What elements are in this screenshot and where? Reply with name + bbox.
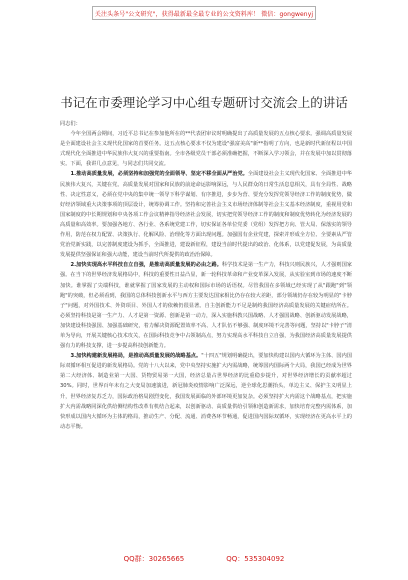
- greeting: 同志们：: [60, 121, 81, 127]
- document-body: [60, 119, 352, 432]
- paragraph-3-text: 科学技术是第一生产力，科技兴则民族兴，人才强则国家强。在当下的世界经济发展格局中，科技的重要性日益凸显，新一轮科技革命和产业变革深入发展，从实验室到市场的速度不断加快。谁掌握了尖端科技，谁就掌握了国家发展的主动权和国际市场的话语权。尽管我国在多领域已经实现了从"跟跑"到"领跑"的突破，但必须看到，我国的总体科技创新水平与西方主要发达国家相比仍存在较大差距，部分领域仍存在较为明显的"卡脖子"问题，对外国技术、外资项目、外国人才的依赖仍很显著。自主创新能力不足是制约我国经济高质量发展的关键症结所在。必须坚持科技是第一生产力、人才是第一资源、创新是第一动力，深入实施科教兴国战略、人才强国战略、创新驱动发展战略，加快建设科技强国、加强基础研究，着力解决资源配置效率不高、人才队伍不够强、制度环境不完善等问题，坚持以"卡脖子"清单为导向，开展关键核心技术攻关，在国际科技竞争中占领制高点，努力实现高水平科技自立自强，为我国经济高质量发展提供强有力的科技支撑，进一步提高科技创新能力。: [60, 262, 352, 350]
- paragraph-4-heading: 3.加快构建新发展格局，是推动高质量发展的战略基点。: [70, 353, 202, 360]
- top-banner-text: 关注头条号"公文研究"，获得最新最全最专业的公文资料库！ 微信：gongwenyj: [94, 10, 314, 18]
- top-banner: [92, 6, 316, 20]
- paragraph-4-text: "十四五"规划明确提出，要加快构建以国内大循环为主体、国内国际双循环相互促进的新发展格局。党的十八大以来，党中央坚持实施扩大内需战略，统筹国内国际两个大局，我国已经成为世界第二大经济体、制造业第一大国、货物贸易第一大国，经济总量占世界经济的比重稳步提升，对世界经济增长的贡献率超过30%。同时，世界百年未有之大变局加速演进，新冠肺炎疫情影响广泛深远，逆全球化思潮抬头，单边主义、保护主义明显上升，世界经济复苏乏力，国际政治格局剧烈变化，我国发展面临的外部环境更加复杂。必须坚持扩大内需这个战略基点，把实施扩大内需战略同深化供给侧结构性改革有机结合起来，以创新驱动、高质量供给引领和创造新需求，加快培育完整内需体系，加快形成以国内大循环为主体的格局，推动生产、分配、流通、消费各环节畅通，促进国内国际双循环，实现经济在更高水平上的动态平衡。: [60, 353, 352, 430]
- paragraph-3-heading: 2.加快实现高水平科技自立自强，是推动高质量发展的必由之路。: [70, 262, 222, 269]
- paragraph-2: [60, 169, 352, 260]
- paragraph-4: [60, 351, 352, 432]
- footer-contact: [0, 554, 408, 564]
- paragraph-2-text: 全面建设社会主义现代化国家、全面推进中华民族伟大复兴，关键在党。高质量发展对国家和民族的前途命运影响深远，与人民群众的日常生活息息相关，具有全局性、战略性、决定性意义，必须在党中央的集中统一领导下科学谋划、有序推进，步步为营、要充分发挥党领导经济工作的制度优势，做好经济领域重大决策事项的顶层设计，统筹协调工作。坚持和完善社会主义市场经济体制等社会主义基本经济制度，重视用党和国家制度的中长期规划和中央各项工作会议精神指导经济社会发展，切实把党领导经济工作的制度和制度优势转化为经济发展的高质量和高效率。要加强各地方、各行业、各系统党建工作，切实保证各单位党委（党组）发挥把方向、管大局、保落实的领导作用，防范在权力配置、决策执行、化解风险、治理化等方面出现问题。加强国有企业党建，探索并形成全方位、全要素从严管党治党新实践，以完善制度建设为抓手，全面推进，建设新征程，建设当前时代提出的政治、化体系，以党建促发展，为高质量发展提供坚强保证和强大动能，建设当前时代所提供的政治治保障。: [60, 171, 352, 259]
- footer-qq-group: QQ群：30265665: [123, 555, 185, 563]
- paragraph-1-text: 今年全国两会期间，习近平总书记在参加他所在的**代表团审议时明确提出了高质量发展的五点核心要求。强调高质量发展是全面建设社会主义现代化国家的首要任务。这五点核心要求不仅为建设"强富美高"新**指明了方向，也是新时代新征程以中国式现代化全面推进中华民族伟大复兴的重要指南。全市各级党员干部必须准确把握，不断深入学习领会，并在发展中加以贯彻落实。下面，我讲几点意见，与同志们共同交流。: [60, 131, 352, 168]
- document-title: 书记在市委理论学习中心组专题研讨交流会上的讲话: [60, 95, 348, 110]
- paragraph-3: [60, 260, 352, 351]
- paragraph-2-heading: 1.推动高质量发展，必须坚持和加强党的全面领导、坚定不移全面从严治党。: [70, 171, 248, 178]
- footer-qq: QQ：535304092: [226, 555, 285, 563]
- paragraph-1: [60, 129, 352, 169]
